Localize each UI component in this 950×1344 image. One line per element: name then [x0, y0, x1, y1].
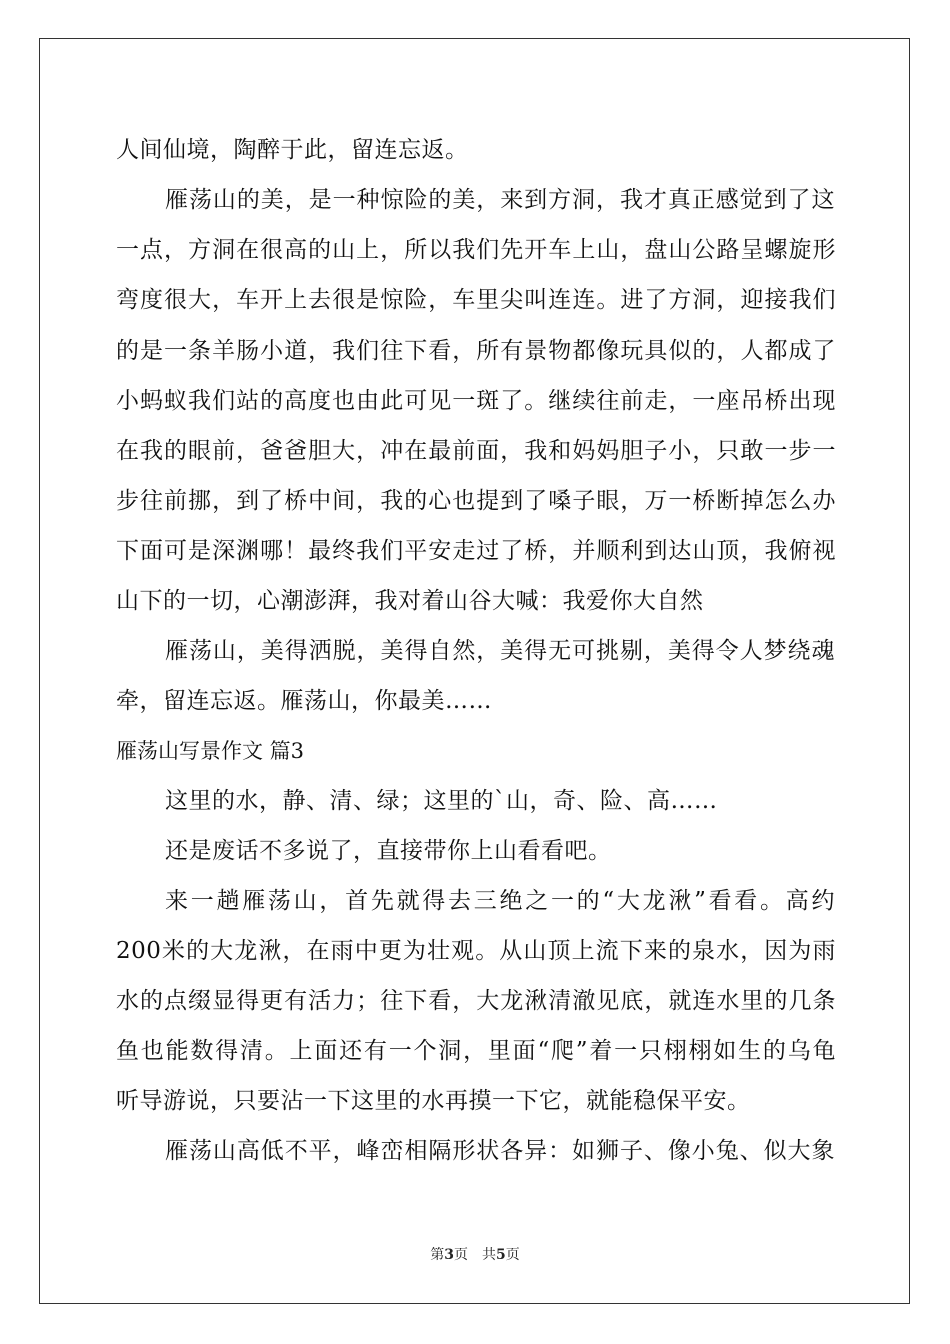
- text-line: 人间仙境，陶醉于此，留连忘返。: [116, 137, 469, 163]
- text-line: 200米的大龙湫，在雨中更为壮观。从山顶上流下来的泉水，因为雨: [116, 938, 836, 964]
- page-label-suffix: 页: [505, 1247, 520, 1263]
- text-line: 听导游说，只要沾一下这里的水再摸一下它，就能稳保平安。: [116, 1088, 751, 1114]
- text-line: 雁荡山高低不平，峰峦相隔形状各异：如狮子、像小兔、似大象: [165, 1138, 835, 1164]
- text-line: 还是废话不多说了，直接带你上山看看吧。: [165, 838, 612, 864]
- page-label-mid: 页 共: [454, 1247, 496, 1263]
- text-line: 小蚂蚁我们站的高度也由此可见一斑了。继续往前走，一座吊桥出现: [116, 388, 836, 414]
- text-line: 的是一条羊肠小道，我们往下看，所有景物都像玩具似的，人都成了: [116, 338, 836, 364]
- text-line: 山下的一切，心潮澎湃，我对着山谷大喊：我爱你大自然: [116, 588, 704, 614]
- text-line: 一点，方洞在很高的山上，所以我们先开车上山，盘山公路呈螺旋形: [116, 237, 836, 263]
- text-line: 弯度很大，车开上去很是惊险，车里尖叫连连。进了方洞，迎接我们: [116, 287, 836, 313]
- page-footer: [0, 1246, 950, 1264]
- text-line: 来一趟雁荡山，首先就得去三绝之一的“大龙湫”看看。高约: [165, 888, 835, 914]
- text-line: 在我的眼前，爸爸胆大，冲在最前面，我和妈妈胆子小，只敢一步一: [116, 438, 836, 464]
- text-line: 雁荡山的美，是一种惊险的美，来到方洞，我才真正感觉到了这: [165, 187, 835, 213]
- page-current: 3: [444, 1247, 454, 1263]
- text-line: 牵，留连忘返。雁荡山，你最美……: [116, 688, 492, 714]
- text-line: 雁荡山，美得洒脱，美得自然，美得无可挑剔，美得令人梦绕魂: [165, 638, 835, 664]
- text-line: 水的点缀显得更有活力；往下看，大龙湫清澈见底，就连水里的几条: [116, 988, 836, 1014]
- text-line: 这里的水，静、清、绿；这里的`山，奇、险、高……: [165, 788, 718, 814]
- page-total: 5: [496, 1247, 506, 1263]
- page-label-prefix: 第: [430, 1247, 445, 1263]
- text-line: 下面可是深渊哪！最终我们平安走过了桥，并顺利到达山顶，我俯视: [116, 538, 836, 564]
- text-line: 鱼也能数得清。上面还有一个洞，里面“爬”着一只栩栩如生的乌龟: [116, 1038, 836, 1064]
- section-heading: 雁荡山写景作文 篇3: [116, 739, 305, 763]
- text-line: 步往前挪，到了桥中间，我的心也提到了嗓子眼，万一桥断掉怎么办: [116, 488, 836, 514]
